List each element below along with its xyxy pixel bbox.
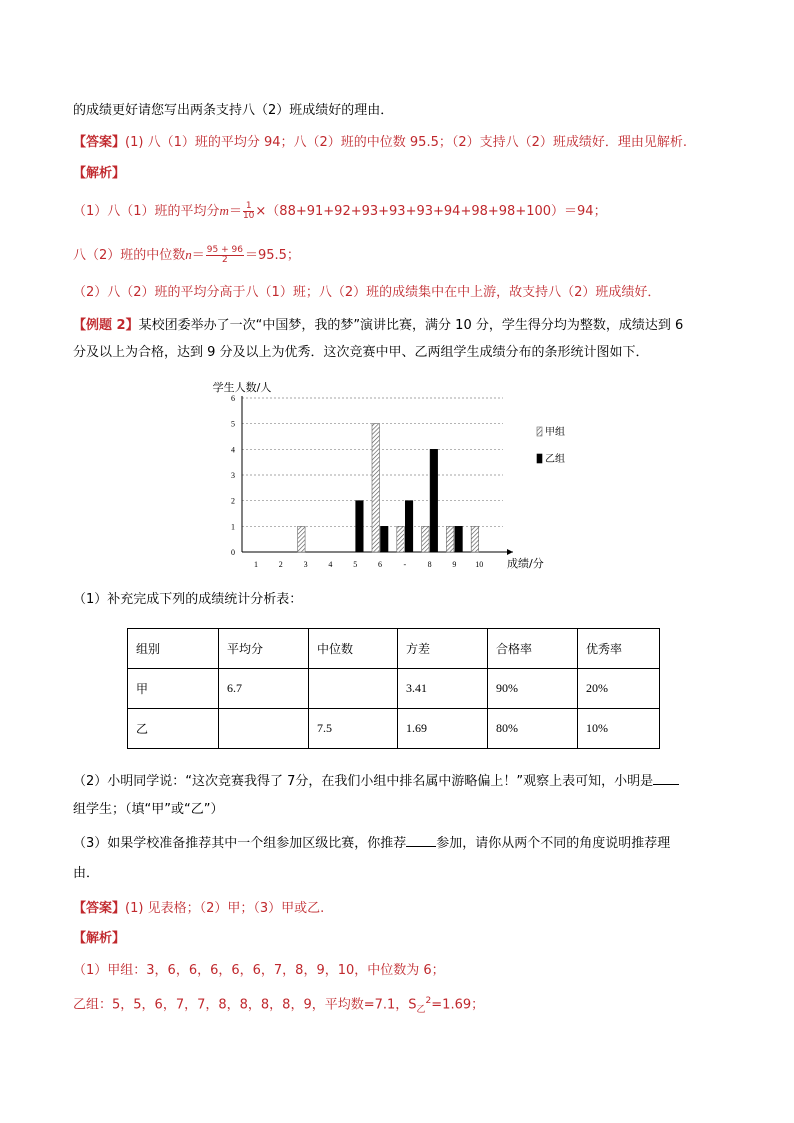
table-header-cell: 合格率 [488, 629, 578, 669]
analysis-text: 乙组：5，5，6，7，7，8，8，8，8，9，平均数=7.1，S [73, 997, 417, 1013]
y-tick-label: 2 [231, 496, 235, 506]
x-tick-label: - [403, 560, 407, 569]
legend-swatch [537, 427, 542, 436]
bar-group-b [430, 449, 438, 552]
x-tick-label: 8 [427, 560, 432, 569]
example-2-line-2: 分及以上为合格，达到 9 分及以上为优秀．这次竞赛中甲、乙两组学生成绩分布的条形统计图如下． [73, 345, 649, 360]
y-tick-label: 1 [231, 522, 235, 532]
var-n: n [185, 247, 192, 262]
var-m: m [219, 203, 229, 218]
question-1: （1）补充完成下列的成绩统计分析表： [73, 592, 303, 607]
table-row [128, 669, 660, 709]
analysis-1-line-3: （2）八（2）班的平均分高于八（1）班；八（2）班的成绩集中在中上游，故支持八（2）班成绩好． [73, 285, 661, 300]
table-header-cell: 组别 [128, 629, 219, 669]
x-tick-label: 5 [353, 560, 358, 569]
fraction-denominator: 2 [222, 255, 228, 265]
x-axis-arrow [507, 549, 513, 555]
bar-group-b [455, 526, 463, 552]
table-cell: 10% [578, 709, 660, 749]
x-tick-label: 1 [254, 560, 258, 569]
example-tag: 【例题 2】 [73, 318, 139, 333]
table-header-cell: 平均分 [219, 629, 309, 669]
y-tick-label: 4 [231, 445, 235, 455]
equals: ＝ [228, 204, 242, 219]
analysis-text: （1）八（1）班的平均分 [73, 204, 220, 219]
table-cell: 6.7 [219, 669, 309, 709]
y-tick-label: 3 [231, 471, 235, 480]
table-header-cell: 优秀率 [578, 629, 660, 669]
analysis-2-line-2 [73, 992, 484, 1019]
x-tick-label: 9 [452, 560, 457, 569]
legend-label: 乙组 [545, 454, 565, 465]
x-tick-label: 6 [378, 560, 382, 569]
table-cell: 乙 [128, 709, 219, 749]
table-cell [219, 709, 309, 749]
answer-blank[interactable] [653, 772, 679, 785]
x-tick-label: 10 [475, 560, 484, 569]
analysis-text: =1.69； [431, 997, 485, 1013]
answer-text: (1) 八（1）班的平均分 94；八（2）班的中位数 95.5；（2）支持八（2）班成绩好．理由见解析. [125, 135, 688, 150]
question-3-line-2: 由． [73, 866, 100, 881]
legend-label: 甲组 [545, 427, 565, 438]
analysis-text: 八（2）班的中位数 [73, 248, 186, 263]
analysis-tag: 【解析】 [73, 166, 126, 181]
table-cell: 甲 [128, 669, 219, 709]
table-header-cell: 方差 [398, 629, 488, 669]
fraction-numerator: 95 + 96 [206, 245, 243, 255]
question-text: （2）小明同学说：“这次竞赛我得了 7分，在我们小组中排名属中游略偏上！”观察上表可知，小明是 [73, 774, 654, 789]
bar-group-b [356, 501, 364, 552]
x-tick-label: 2 [278, 560, 283, 569]
y-tick-label: 5 [231, 419, 235, 429]
bar-group-b [381, 526, 389, 552]
answer-text: (1) 见表格；（2）甲；（3）甲或乙. [125, 901, 325, 916]
table-cell: 7.5 [309, 709, 398, 749]
table-cell: 1.69 [398, 709, 488, 749]
bar-group-a [471, 526, 479, 552]
analysis-text: ＝95.5； [244, 248, 300, 263]
table-header-cell: 中位数 [309, 629, 398, 669]
y-axis-label: 学生人数/人 [212, 381, 272, 394]
analysis-2-tag [73, 930, 125, 948]
answer-2 [73, 900, 324, 918]
answer-blank[interactable] [406, 834, 436, 847]
answer-tag: 【答案】 [73, 135, 126, 150]
example-text: 某校团委举办了一次“中国梦，我的梦”演讲比赛，满分 10 分，学生得分均为整数，成绩达到 6 [138, 318, 684, 333]
table-cell: 20% [578, 669, 660, 709]
subscript: 乙 [416, 1004, 426, 1015]
bar-group-a [446, 526, 454, 552]
analysis-2-line-1: （1）甲组：3，6，6，6，6，6，7，8，9，10，中位数为 6； [73, 963, 445, 978]
analysis-text: ×（88+91+92+93+93+93+94+98+98+100）＝94； [255, 204, 607, 219]
bar-group-a [298, 526, 306, 552]
legend-swatch [537, 454, 542, 463]
table-cell [309, 669, 398, 709]
y-tick-label: 6 [231, 394, 235, 403]
analysis-tag: 【解析】 [73, 931, 126, 946]
question-3-line-1 [73, 834, 670, 853]
bar-group-b [405, 501, 413, 552]
x-axis-label: 成绩/分 [507, 557, 544, 570]
table-header-row [128, 629, 660, 669]
bar-group-a [372, 424, 380, 552]
question-text: 参加，请你从两个不同的角度说明推荐理 [436, 836, 671, 851]
answer-tag: 【答案】 [73, 901, 126, 916]
question-2-line-1 [73, 772, 679, 791]
x-tick-label: 3 [303, 560, 308, 569]
table-cell: 3.41 [398, 669, 488, 709]
fraction-numerator: 1 [243, 202, 254, 212]
question-text: （3）如果学校准备推荐其中一个组参加区级比赛，你推荐 [73, 836, 407, 851]
superscript: 2 [425, 996, 432, 1006]
bar-group-a [397, 526, 405, 552]
statistics-table [127, 628, 660, 749]
paragraph-continuation: 的成绩更好请您写出两条支持八（2）班成绩好的理由． [73, 103, 394, 118]
x-tick-label: 4 [328, 560, 333, 569]
fraction-denominator: 10 [242, 211, 255, 221]
table-cell: 90% [488, 669, 578, 709]
equals: ＝ [191, 248, 205, 263]
table-row [128, 709, 660, 749]
table-cell: 80% [488, 709, 578, 749]
question-2-line-2: 组学生；（填“甲”或“乙”） [73, 802, 224, 817]
y-tick-label: 0 [231, 548, 235, 557]
bar-group-a [422, 526, 430, 552]
